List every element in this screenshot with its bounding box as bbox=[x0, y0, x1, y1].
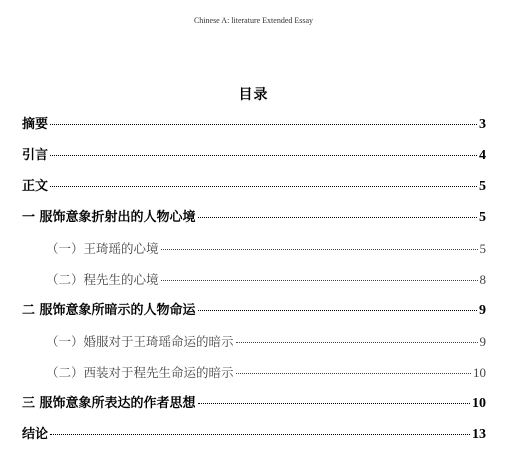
dot-leader bbox=[50, 124, 477, 125]
dot-leader bbox=[50, 434, 470, 435]
toc-entry-section-3[interactable] bbox=[22, 393, 486, 424]
toc-page-number: 10 bbox=[473, 365, 486, 380]
toc-page-number: 9 bbox=[479, 303, 486, 318]
running-header: Chinese A: literature Extended Essay bbox=[193, 16, 314, 25]
dot-leader bbox=[236, 342, 478, 343]
toc-entry-label: （二）程先生的心境 bbox=[46, 272, 159, 287]
dot-leader bbox=[198, 310, 477, 311]
toc-page-number: 4 bbox=[479, 148, 486, 163]
toc-entry-section-1[interactable] bbox=[22, 207, 486, 238]
toc-page-number: 10 bbox=[472, 396, 486, 411]
toc-entry-label: （二）西装对于程先生命运的暗示 bbox=[46, 365, 234, 380]
toc-page-number: 9 bbox=[479, 334, 486, 349]
toc-entry-label: 结论 bbox=[22, 427, 49, 442]
toc-entry-label: 二 服饰意象所暗示的人物命运 bbox=[22, 303, 196, 318]
toc-entry-section-2[interactable] bbox=[22, 300, 486, 331]
toc-entry-label: 引言 bbox=[22, 148, 49, 163]
toc-page-number: 3 bbox=[479, 117, 486, 132]
dot-leader bbox=[50, 186, 477, 187]
toc-entry-label: （一）王琦瑶的心境 bbox=[46, 241, 159, 256]
dot-leader bbox=[198, 217, 477, 218]
toc-page-number: 5 bbox=[479, 241, 486, 256]
toc-entry-section-1-2[interactable] bbox=[22, 269, 486, 300]
toc-entry-section-2-1[interactable] bbox=[22, 331, 486, 362]
toc-page-number: 5 bbox=[479, 179, 486, 194]
table-of-contents bbox=[22, 114, 486, 455]
toc-page-number: 8 bbox=[479, 272, 486, 287]
toc-entry-body[interactable] bbox=[22, 176, 486, 207]
toc-entry-section-2-2[interactable] bbox=[22, 362, 486, 393]
toc-entry-label: （一）婚服对于王琦瑶命运的暗示 bbox=[46, 334, 234, 349]
toc-title: 目录 bbox=[238, 87, 269, 103]
toc-entry-label: 摘要 bbox=[22, 117, 49, 132]
toc-entry-introduction[interactable] bbox=[22, 145, 486, 176]
toc-entry-section-1-1[interactable] bbox=[22, 238, 486, 269]
dot-leader bbox=[161, 249, 478, 250]
toc-entry-label: 三 服饰意象所表达的作者思想 bbox=[22, 396, 196, 411]
toc-entry-label: 正文 bbox=[22, 179, 49, 194]
toc-page-number: 13 bbox=[472, 427, 486, 442]
dot-leader bbox=[161, 280, 478, 281]
toc-page-number: 5 bbox=[479, 210, 486, 225]
dot-leader bbox=[50, 155, 477, 156]
toc-entry-abstract[interactable] bbox=[22, 114, 486, 145]
toc-entry-label: 一 服饰意象折射出的人物心境 bbox=[22, 210, 196, 225]
toc-entry-conclusion[interactable] bbox=[22, 424, 486, 455]
dot-leader bbox=[198, 403, 470, 404]
dot-leader bbox=[236, 373, 471, 374]
